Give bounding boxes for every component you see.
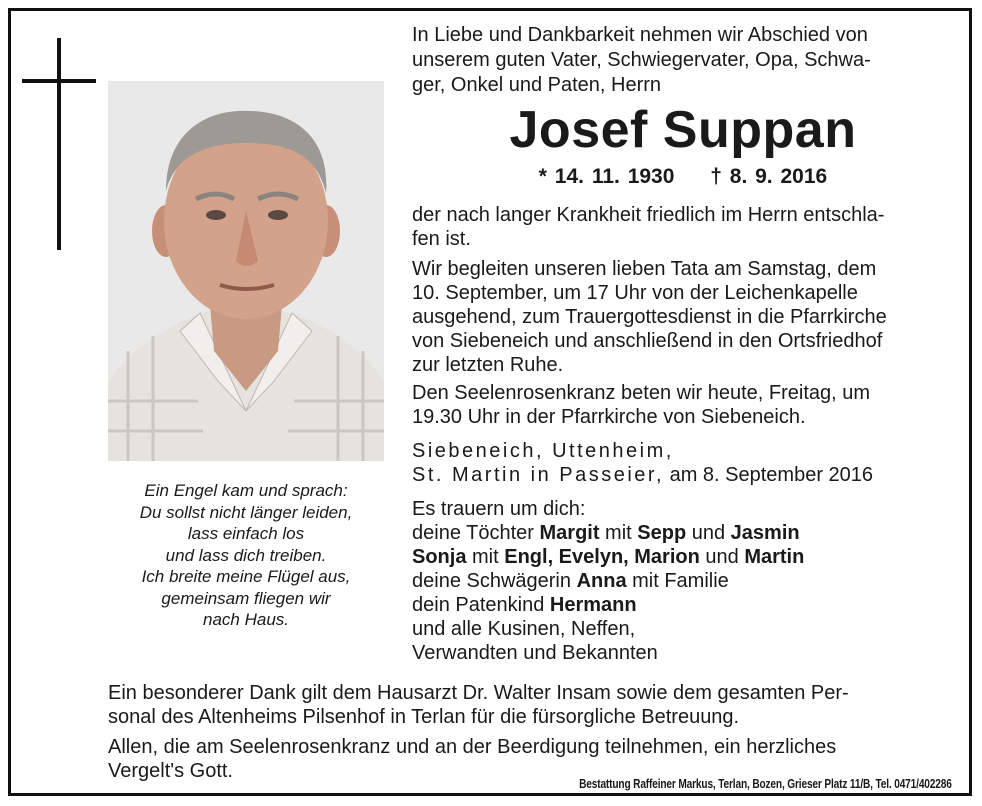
mourners-heading: Es trauern um dich: — [412, 498, 586, 520]
text-line: zur letzten Ruhe. — [412, 354, 564, 376]
passing-text — [412, 203, 954, 251]
mourner-name: Engl, Evelyn, Marion — [504, 546, 700, 568]
poem-line: gemeinsam fliegen wir — [161, 588, 331, 608]
rosary-text — [412, 381, 954, 429]
poem-line: Ein Engel kam und sprach: — [144, 481, 348, 500]
place-date-text: am 8. September 2016 — [664, 464, 874, 486]
mourners-list — [412, 497, 954, 665]
mourner-name: Sonja — [412, 546, 467, 568]
text-line: sonal des Altenheims Pilsenhof in Terlan für die fürsorgliche Betreuung. — [108, 706, 740, 728]
text-line: Allen, die am Seelenrosenkranz und an der Beerdigung teilnehmen, ein herzliches — [108, 736, 837, 758]
intro-text — [412, 23, 954, 98]
mourner-name: Anna — [576, 570, 627, 592]
funeral-text — [412, 257, 954, 377]
text: und — [686, 522, 731, 544]
poem-line: Du sollst nicht länger leiden, — [139, 502, 353, 522]
text: dein Patenkind — [412, 594, 550, 616]
life-dates — [412, 163, 954, 191]
mourner-name: Jasmin — [730, 522, 800, 544]
death-date: † 8. 9. 2016 — [710, 165, 828, 188]
text-line: 19.30 Uhr in der Pfarrkirche von Siebeneich. — [412, 406, 806, 428]
text-line: Ein besonderer Dank gilt dem Hausarzt Dr. Walter Insam sowie dem gesamten Per- — [108, 682, 849, 704]
text: mit — [599, 522, 638, 544]
mourner-name: Hermann — [549, 594, 637, 616]
mourner-name: Margit — [539, 522, 600, 544]
text-line: der nach langer Krankheit friedlich im Herrn entschla- — [412, 204, 885, 226]
place-names: St. Martin in Passeier, — [412, 464, 665, 486]
text-line: ausgehend, zum Trauergottesdienst in die Pfarrkirche — [412, 306, 887, 328]
poem-line: lass einfach los — [187, 524, 305, 543]
text: mit — [466, 546, 505, 568]
intro-line: In Liebe und Dankbarkeit nehmen wir Abschied von — [412, 24, 868, 46]
place-date — [412, 439, 954, 487]
place-line-2 — [412, 463, 954, 487]
intro-line: ger, Onkel und Paten, Herrn — [412, 74, 662, 96]
text-line: von Siebeneich und anschließend in den Ortsfriedhof — [412, 330, 883, 352]
cross-icon-bar — [22, 79, 96, 83]
text-line: Vergelt's Gott. — [108, 760, 233, 782]
text-line: 10. September, um 17 Uhr von der Leichenkapelle — [412, 282, 858, 304]
thanks-text — [108, 681, 954, 729]
mourners-line — [412, 569, 954, 593]
poem-line: und lass dich treiben. — [165, 545, 327, 565]
mourners-line — [412, 545, 954, 569]
text: mit Familie — [626, 570, 729, 592]
mourners-line: Verwandten und Bekannten — [412, 642, 658, 664]
text-line: Wir begleiten unseren lieben Tata am Samstag, dem — [412, 258, 877, 280]
text: und — [699, 546, 745, 568]
mourners-line: und alle Kusinen, Neffen, — [412, 618, 636, 640]
text: deine Töchter — [412, 522, 540, 544]
text-line: Den Seelenrosenkranz beten wir heute, Freitag, um — [412, 382, 871, 404]
mourners-line — [412, 593, 954, 617]
deceased-name: Josef Suppan — [509, 101, 857, 159]
place-line: Siebeneich, Uttenheim, — [412, 440, 674, 462]
birth-date: * 14. 11. 1930 — [538, 165, 675, 188]
text-line: fen ist. — [412, 228, 471, 250]
portrait-photo — [108, 81, 384, 461]
mourner-name: Martin — [744, 546, 805, 568]
poem-line: nach Haus. — [203, 610, 289, 629]
cross-icon — [57, 38, 61, 250]
mourner-name: Sepp — [637, 522, 687, 544]
intro-line: unserem guten Vater, Schwiegervater, Opa, Schwa- — [412, 49, 871, 71]
funeral-home-footer: Bestattung Raffeiner Markus, Terlan, Bozen, Grieser Platz 11/B, Tel. 0471/402286 — [579, 776, 952, 791]
text: deine Schwägerin — [412, 570, 577, 592]
poem-line: Ich breite meine Flügel aus, — [141, 567, 351, 586]
mourners-line — [412, 521, 954, 545]
poem — [100, 480, 392, 631]
